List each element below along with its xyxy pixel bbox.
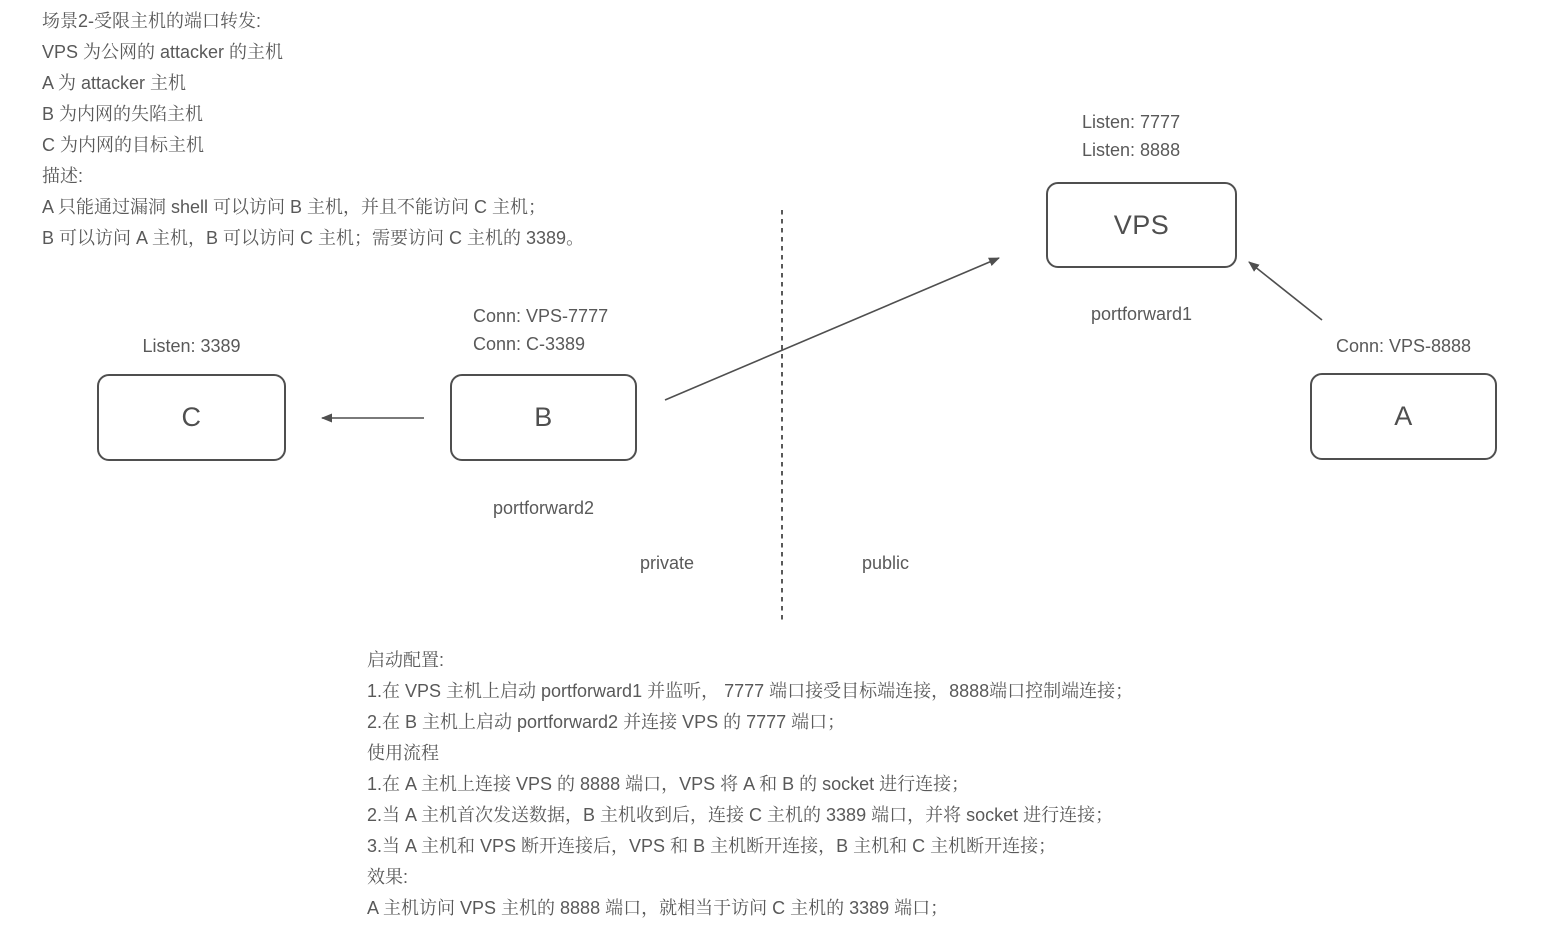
node-box-a [1310,373,1497,460]
listen-label-vps-line2: Listen: 8888 [1082,140,1181,160]
arrow-a-to-vps [1249,262,1322,320]
notes-line: 2.在 B 主机上启动 portforward2 并连接 VPS 的 7777 端口； [367,712,846,732]
node-label-a: A [1394,401,1413,431]
listen-label-c [97,332,286,360]
node-label-b: B [534,402,553,432]
conn-label-a-text: Conn: VPS-8888 [1335,336,1472,356]
scenario-line: 描述: [42,166,84,186]
scenario-description [42,6,584,254]
node-box-c [97,374,286,461]
scenario-line: C 为内网的目标主机 [42,135,204,155]
node-label-c: C [181,402,202,432]
zone-label-public [862,549,909,577]
portforward1-label-text: portforward1 [1090,304,1193,324]
scenario-line: B 为内网的失陷主机 [42,104,204,124]
scenario-line: B 可以访问 A 主机，B 可以访问 C 主机；需要访问 C 主机的 3389。 [42,228,585,248]
scenario-line: VPS 为公网的 attacker 的主机 [42,42,284,62]
arrow-b-to-vps [665,258,999,400]
zone-label-private [640,549,694,577]
listen-label-vps [1082,108,1180,164]
portforward2-label [450,494,637,522]
scenario-line: A 为 attacker 主机 [42,73,187,93]
listen-label-c-text: Listen: 3389 [142,336,241,356]
listen-label-vps-line1: Listen: 7777 [1082,112,1181,132]
notes-line: 1.在 VPS 主机上启动 portforward1 并监听， 7777 端口接受目标端连接，8888端口控制端连接； [367,681,1134,701]
conn-label-b-line1: Conn: VPS-7777 [473,306,609,326]
notes-line: A 主机访问 VPS 主机的 8888 端口，就相当于访问 C 主机的 3389 端口； [367,898,949,918]
notes-line: 3.当 A 主机和 VPS 断开连接后，VPS 和 B 主机断开连接，B 主机和 C 主机断开连接； [367,836,1057,856]
notes-line: 效果: [367,867,409,887]
node-label-vps: VPS [1113,209,1170,240]
node-box-b [450,374,637,461]
portforward2-label-text: portforward2 [492,498,595,518]
scenario-title: 场景2-受限主机的端口转发: [42,11,262,31]
scenario-line: A 只能通过漏洞 shell 可以访问 B 主机，并且不能访问 C 主机； [42,197,547,217]
zone-label-public-text: public [862,553,910,573]
notes-line: 启动配置: [367,650,445,670]
conn-label-a [1310,332,1497,360]
notes-line: 1.在 A 主机上连接 VPS 的 8888 端口，VPS 将 A 和 B 的 socket 进行连接； [367,774,970,794]
zone-label-private-text: private [640,553,695,573]
usage-notes [367,645,1133,924]
conn-label-b-line2: Conn: C-3389 [473,334,586,354]
portforward1-label [1046,300,1237,328]
node-box-vps [1046,182,1237,268]
notes-line: 2.当 A 主机首次发送数据，B 主机收到后，连接 C 主机的 3389 端口，并将 socket 进行连接； [367,805,1114,825]
notes-line: 使用流程 [367,743,439,763]
conn-label-b [473,302,608,358]
